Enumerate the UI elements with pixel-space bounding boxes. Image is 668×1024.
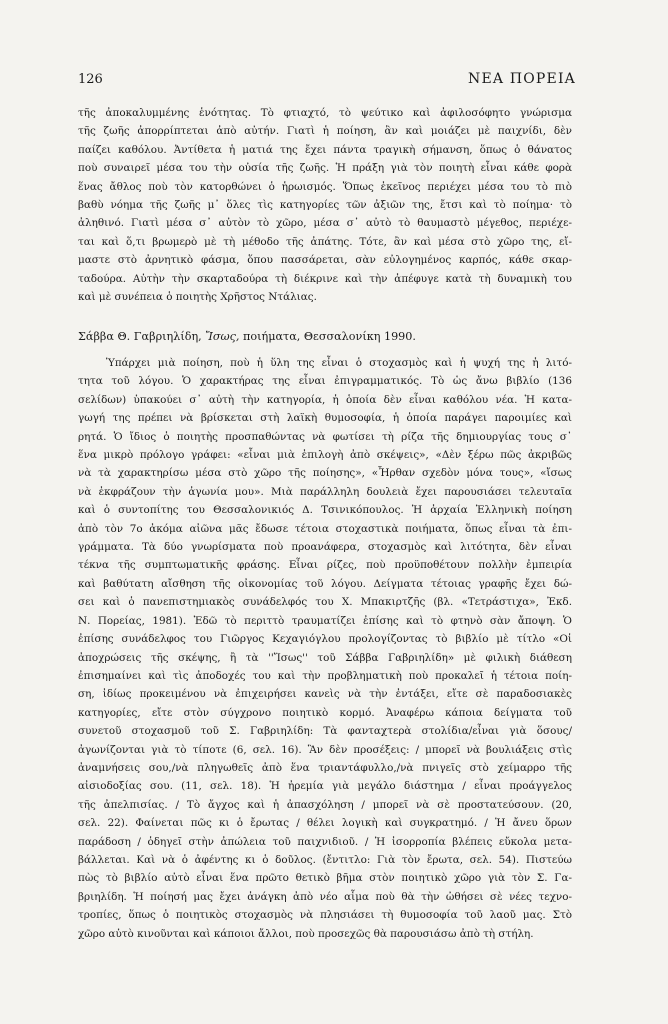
text-line: κατηγορίες, εἴτε στὸν σύγχρονο ποιητικὸ κορμό. Ἀναφέρω κάποια δείγματα τοῦ <box>78 706 572 719</box>
text-line: ἀληθινό. Γιατὶ μέσα σ᾽ αὐτὸν τὸ χῶρο, μέσα σ᾽ αὐτὸ τὸ θαυμαστὸ μέγεθος, περιέχε- <box>78 217 572 230</box>
text-line: βριηλίδη. Ἡ ποίησή μας ἔχει ἀνάγκη ἀπὸ νέο αἷμα ποὺ θὰ τὴν ὠθήσει σὲ νέες τεχνο- <box>78 890 572 903</box>
text-line: γράμματα. Τὰ δύο γνωρίσματα ποὺ προανάφερα, στοχασμὸς καὶ λιτότητα, δὲν εἶναι <box>78 541 572 554</box>
text-line: ται καὶ ὅ,τι βρωμερὸ μὲ τὴ μέθοδο τῆς ἀπάτης. Τότε, ἂν καὶ μέσα στὸ χῶρο της, εἴ- <box>78 235 572 248</box>
text-line: καὶ ὁ συντοπίτης του Θεσσαλονικιός Δ. Τσινικόπουλος. Ἡ ἀρχαία Ἑλληνικὴ ποίηση <box>78 504 572 517</box>
text-line: τῆς ἀπελπισίας. / Τὸ ἄγχος καὶ ἡ ἀπασχόληση / μπορεῖ νὰ σὲ προστατεύσουν. (20, <box>78 798 572 811</box>
review-heading <box>78 330 416 343</box>
text-line: ση, ἰδίως προκειμένου νὰ ἐπιχειρήσει κανεὶς νὰ τὴν ἐντάξει, εἴτε σὲ παραδοσιακὲς <box>78 688 572 701</box>
text-line: βάλλεται. Καὶ νὰ ὁ ἀφέντης κι ὁ δοῦλος. (ἔντιτλο: Γιὰ τὸν ἔρωτα, σελ. 54). Πιστεύω <box>78 853 572 866</box>
text-line: ἐπίσης συνάδελφος του Γιῶργος Κεχαγιόγλου προλογίζοντας τὸ βιβλίο μὲ τίτλο «Οἱ <box>78 633 572 646</box>
text-line: νὰ τὰ χαρακτηρίσω μέσα στὸ χῶρο τῆς ποίησης», «Ἦρθαν σχεδὸν μόνα τους», «ἴσως <box>78 467 572 480</box>
text-line: τροπίες, ὅπως ὁ ποιητικὸς στοχασμὸς νὰ πλησιάσει τὴ θυμοσοφία τοῦ λαοῦ μας. Στὸ <box>78 909 572 922</box>
journal-title: ΝΕΑ ΠΟΡΕΙΑ <box>468 71 576 87</box>
text-line: συνετοῦ στοχασμοῦ τοῦ Σ. Γαβριηλίδη: Τὰ φανταχτερὰ στολίδια/εἶναι γιὰ ὅσους/ <box>78 725 572 738</box>
text-line: παράδοση / ὁδηγεῖ στὴν ἀπώλεια τοῦ παιχνιδιοῦ. / Ἡ ἰσορροπία βλέπεις εὔκολα μετα- <box>78 835 572 848</box>
review-book-title: Ἴσως, <box>205 330 240 343</box>
review-body <box>78 354 572 943</box>
text-line: τέκνα τῆς συμπτωματικῆς φράσης. Εἶναι ρίζες, ποὺ προϋποθέτουν πολλὴν ἐμπειρία <box>78 559 572 572</box>
text-line: ἀποχρώσεις τῆς σκέψης, ἢ τὰ ''Ἴσως'' τοῦ Σάββα Γαβριηλίδη» μὲ φιλικὴ διάθεση <box>78 651 572 664</box>
text-line: σει καὶ ὁ πανεπιστημιακὸς συνάδελφός του Χ. Μπακιρτζῆς (βλ. «Τετράστιχα», Ἐκδ. <box>78 596 572 609</box>
text-line: ἀγωνίζονται γιὰ τὸ τίποτε (6, σελ. 16). Ἂν δὲν προσέξεις: / μπορεῖ νὰ βουλιάξεις στὶς <box>78 743 572 756</box>
text-line: ἕνα μικρὸ πρόλογο γράφει: «εἶναι μιὰ ἐπιλογὴ ἀπὸ σκέψεις», «Δὲν ξέρω πῶς ἀκριβῶς <box>78 449 572 462</box>
intro-paragraph <box>78 104 572 306</box>
text-line: καὶ μὲ συνέπεια ὁ ποιητὴς Χρῆστος Ντάλιας. <box>78 291 317 304</box>
text-line: τῆς ἀποκαλυμμένης ἑνότητας. Τὸ φτιαχτό, τὸ ψεύτικο καὶ ἀφιλοσόφητο γνώρισμα <box>78 107 572 119</box>
text-line: ἀπὸ τὸν 7ο ἀκόμα αἰῶνα μᾶς ἔδωσε τέτοια στοχαστικὰ ποιήματα, ὅπως εἶναι τὰ ἐπι- <box>78 522 572 535</box>
text-line: Ν. Πορείας, 1981). Ἐδῶ τὸ περιττὸ τραυματίζει ἐπίσης καὶ τὸ φτηνὸ σὰν ἄποψη. Ὁ <box>78 614 572 627</box>
text-line: πὼς τὸ βιβλίο αὐτὸ εἶναι ἕνα πρῶτο θετικὸ βῆμα στὸν ποιητικὸ χῶρο γιὰ τὸν Σ. Γα- <box>78 872 572 885</box>
review-author: Σάββα Θ. Γαβριηλίδη, <box>78 330 202 343</box>
text-line: σελ. 22). Φαίνεται πῶς κι ὁ ἔρωτας / θέλει λογικὴ καὶ συγκρατημό. / Ἡ ἄνευ ὅρων <box>78 817 572 830</box>
text-line: ταδούρα. Αὐτὴν τὴν σκαρταδούρα τὴ διέκρινε καὶ τὴν ἀπέφυγε κατὰ τὴ δυναμικὴ του <box>78 272 572 285</box>
text-line: γωγή της πρέπει νὰ βρίσκεται στὴ λαϊκὴ θυμοσοφία, ἡ ὁποία παράγει παροιμίες καὶ <box>78 412 572 425</box>
page-number: 126 <box>78 72 103 87</box>
text-line: Ὑπάρχει μιὰ ποίηση, ποὺ ἡ ὕλη της εἶναι ὁ στοχασμὸς καὶ ἡ ψυχή της ἡ λιτό- <box>106 357 572 369</box>
review-publication-info: ποιήματα, Θεσσαλονίκη 1990. <box>243 330 416 343</box>
text-line: παίζει καθόλου. Ἀντίθετα ἡ ματιά της ἔχει πάντα τραγικὴ σήμανση, ὅπως ὁ θάνατος <box>78 143 572 156</box>
text-line: ἕνας ἄθλος ποὺ τὸν κατορθώνει ὁ ἡρωισμός. Ὅπως ἐκεῖνος περιέχει μέσα του τὸ πιὸ <box>78 180 572 193</box>
text-line: ἀναμνήσεις σου,/νὰ πληγωθεῖς ἀπὸ ἕνα τριαντάφυλλο,/νὰ πνιγεῖς στὸ χείμαρρο τῆς <box>78 761 572 774</box>
text-line: αἰσιοδοξίας σου. (11, σελ. 18). Ἡ ἠρεμία γιὰ μεγάλο διάστημα / εἶναι προάγγελος <box>78 780 572 793</box>
text-line: ποὺ συναιρεῖ μέσα του τὴν οὐσία τῆς ζωῆς. Ἡ πράξη γιὰ τὸν ποιητὴ εἶναι κάθε φορὰ <box>78 162 572 175</box>
text-line: ἐπισημαίνει καὶ τὶς ἀποδοχές του καὶ τὴν προβληματικὴ ποὺ προκαλεῖ ἡ τέτοια ποίη- <box>78 669 572 682</box>
text-line: τῆς ζωῆς ἀπορρίπτεται ἀπὸ αὐτήν. Γιατὶ ἡ ποίηση, ἂν καὶ μοιάζει μὲ παιχνίδι, δὲν <box>78 125 572 138</box>
text-line: ρητά. Ὁ ἴδιος ὁ ποιητὴς προσπαθώντας νὰ φωτίσει τὴ ρίζα τῆς δημιουργίας τους σ᾽ <box>78 430 572 443</box>
text-line: χῶρο αὐτὸ κινοῦνται καὶ κάποιοι ἄλλοι, ποὺ προσεχῶς θὰ παρουσιάσω ἀπὸ τὴ στήλη. <box>78 927 534 940</box>
text-line: μαστε στὸ ἀρνητικὸ φάσμα, ὅπου πασσάρεται, σὰν εὐλογημένος καρπός, κάθε σκαρ- <box>78 254 572 267</box>
text-line: νὰ ἐκφράζουν τὴν ἀγωνία μου». Μιὰ παράλληλη δουλειὰ ἔχει παρουσιάσει τελευταῖα <box>78 485 572 498</box>
text-line: σελίδων) ὑπακούει σ᾽ αὐτὴ τὴν κατηγορία, ἡ ὁποία δὲν εἶναι καθόλου νέα. Ἡ κατα- <box>78 393 572 406</box>
text-line: τητα τοῦ λόγου. Ὁ χαρακτήρας της εἶναι ἐπιγραμματικός. Τὸ ὡς ἄνω βιβλίο (136 <box>78 375 572 388</box>
text-line: καὶ βαθύτατη αἴσθηση τῆς οἰκονομίας τοῦ λόγου. Δείγματα τέτοιας γραφῆς ἔχει δώ- <box>78 577 572 590</box>
text-line: βαθὺ νόημα τῆς ζωῆς μ᾽ ὅλες τὶς κατηγορίες τῶν ἀξιῶν της, ἔτσι καὶ τὸ ποίημα· τὸ <box>78 199 572 212</box>
